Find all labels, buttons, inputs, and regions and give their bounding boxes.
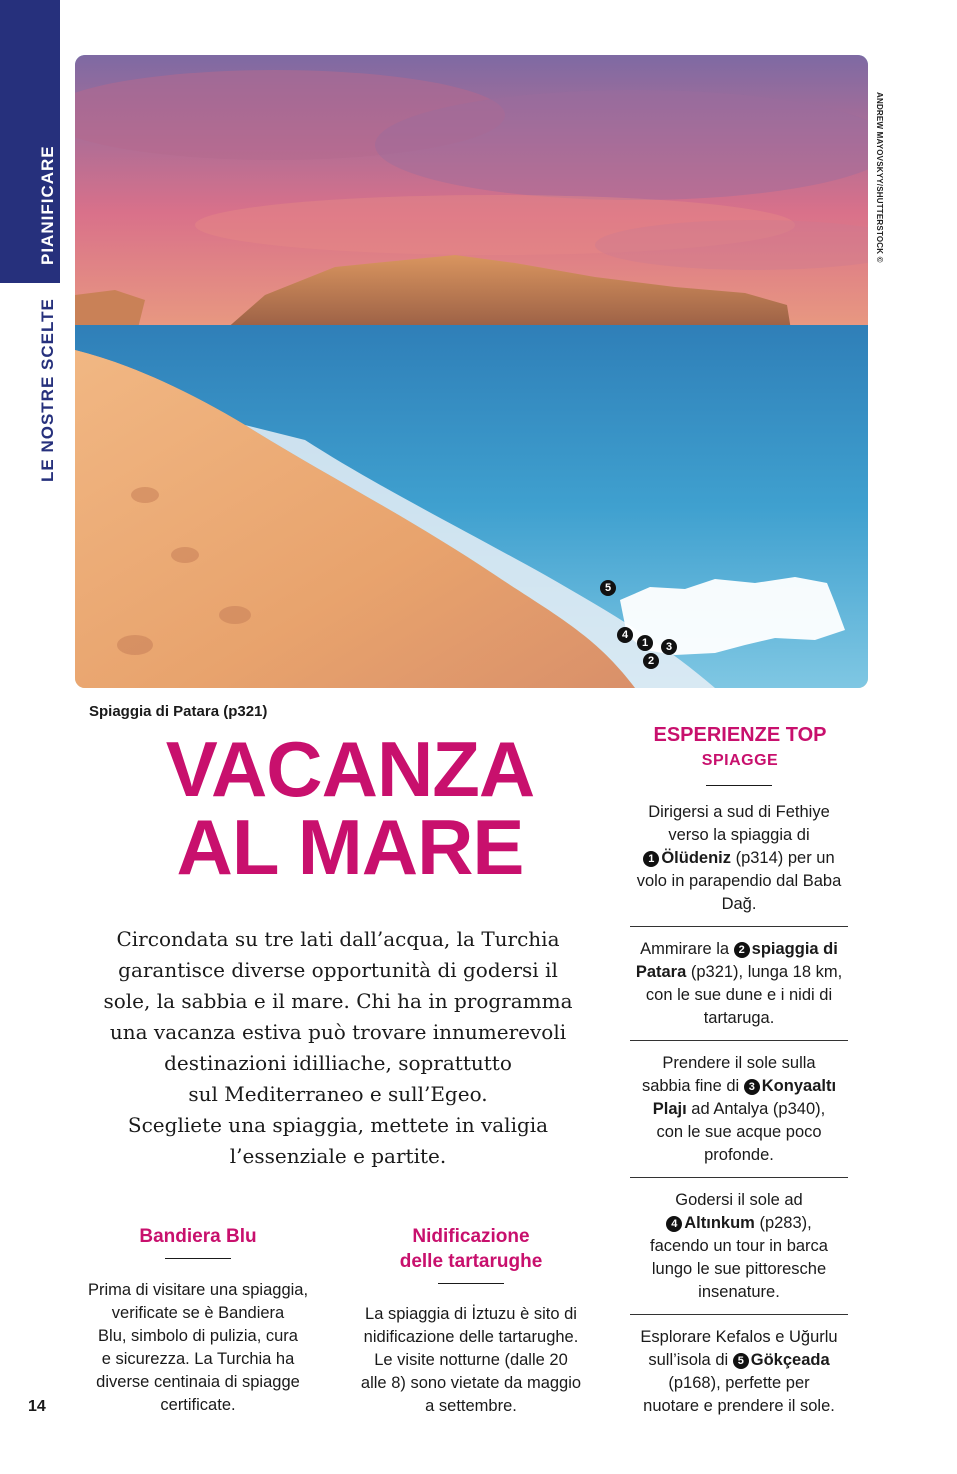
marker-1: 1: [643, 851, 659, 867]
sidebar-subtitle: SPIAGGE: [701, 752, 779, 769]
entry-text: sabbia fine di: [641, 1077, 744, 1095]
experience-entry-5: [630, 1326, 848, 1418]
intro-line: destinazioni idilliache, soprattutto: [164, 1051, 512, 1075]
side-tab-labels: [0, 0, 60, 283]
col2-heading: [360, 1224, 582, 1274]
entry-line: tartaruga.: [703, 1009, 775, 1027]
sidebar-title: ESPERIENZE TOP: [653, 724, 827, 746]
entry-divider: [630, 926, 848, 927]
entry-text: (p314) per un: [731, 849, 835, 867]
title-line-2: AL MARE: [176, 803, 524, 891]
map-marker-2: 2: [643, 653, 659, 669]
entry-line: facendo un tour in barca: [650, 1237, 828, 1255]
marker-2: 2: [734, 942, 750, 958]
col1-line: verificate se è Bandiera: [111, 1304, 285, 1322]
entry-line: (p168), perfette per: [668, 1374, 810, 1392]
intro-line: una vacanza estiva può trovare innumerevoli: [109, 1020, 567, 1044]
sidebar-rule: [706, 785, 772, 786]
entry-line: con le sue acque poco: [656, 1123, 822, 1141]
intro-line: l’essenziale e partite.: [229, 1144, 447, 1168]
entry-line: volo in parapendio dal Baba: [636, 872, 842, 890]
entry-line: Esplorare Kefalos e Uğurlu: [640, 1328, 838, 1346]
col1-line: diverse centinaia di spiagge: [96, 1373, 300, 1391]
experience-entry-4: [630, 1189, 848, 1304]
place-konyaalti-b: Plajı: [652, 1100, 687, 1118]
entry-text: sull’isola di: [648, 1351, 733, 1369]
col1-heading: Bandiera Blu: [139, 1226, 257, 1247]
entry-line: [630, 1098, 848, 1121]
entry-line: Dağ.: [721, 895, 757, 913]
entry-divider: [630, 1177, 848, 1178]
col1-line: e sicurezza. La Turchia ha: [101, 1350, 295, 1368]
entry-line: [630, 1075, 848, 1098]
entry-line: nuotare e prendere il sole.: [643, 1397, 835, 1415]
marker-4: 4: [666, 1216, 682, 1232]
entry-divider: [630, 1040, 848, 1041]
map-marker-3: 3: [661, 639, 677, 655]
experience-entry-1: [630, 801, 848, 916]
col2-heading-line-2: delle tartarughe: [399, 1251, 543, 1272]
place-oludeniz: Ölüdeniz: [661, 849, 731, 867]
entry-line: [630, 938, 848, 961]
intro-paragraph: [78, 924, 598, 1172]
experience-entry-2: [630, 938, 848, 1030]
intro-line: sole, la sabbia e il mare. Chi ha in programma: [103, 989, 573, 1013]
col2-line: alle 8) sono vietate da maggio: [360, 1374, 582, 1392]
col1-text: [68, 1279, 328, 1417]
place-patara-a: spiaggia di: [751, 940, 838, 958]
entry-line: [630, 1349, 848, 1372]
entry-text: Ammirare la: [640, 940, 734, 958]
entry-line: [630, 1212, 848, 1235]
col1-line: Blu, simbolo di pulizia, cura: [98, 1327, 298, 1345]
entry-line: Dirigersi a sud di Fethiye: [648, 803, 830, 821]
photo-caption: Spiaggia di Patara (p321): [89, 703, 268, 720]
marker-5: 5: [733, 1353, 749, 1369]
col1-rule: [165, 1258, 231, 1259]
col2-rule: [438, 1283, 504, 1284]
entry-line: [630, 961, 848, 984]
map-marker-5: 5: [600, 580, 616, 596]
col2-text: [340, 1303, 602, 1418]
entry-line: verso la spiaggia di: [668, 826, 810, 844]
col2-line: nidificazione delle tartarughe.: [363, 1328, 579, 1346]
intro-line: sul Mediterraneo e sull’Egeo.: [188, 1082, 488, 1106]
hero-photo: [75, 55, 868, 688]
entry-line: Godersi il sole ad: [675, 1191, 803, 1209]
experience-entry-3: [630, 1052, 848, 1167]
col2-heading-line-1: Nidificazione: [412, 1226, 530, 1247]
place-altinkum: Altınkum: [684, 1214, 755, 1232]
entry-text: (p283),: [754, 1214, 812, 1232]
entry-text: ad Antalya (p340),: [686, 1100, 826, 1118]
map-marker-1: 1: [637, 635, 653, 651]
photo-credit: ANDREW MAYOVSKYY/SHUTTERSTOCK ©: [875, 92, 884, 263]
section-label: PIANIFICARE: [38, 145, 57, 265]
intro-line: garantisce diverse opportunità di godersi il: [118, 958, 558, 982]
entry-line: [630, 847, 848, 870]
place-patara-b: Patara: [635, 963, 687, 981]
chapter-label: LE NOSTRE SCELTE: [38, 298, 57, 482]
entry-line: insenature.: [698, 1283, 780, 1301]
entry-divider: [630, 1314, 848, 1315]
place-konyaalti-a: Konyaaltı: [761, 1077, 837, 1095]
entry-line: Prendere il sole sulla: [662, 1054, 816, 1072]
sidebar-heading: [630, 721, 850, 773]
entry-text: (p321), lunga 18 km,: [686, 963, 843, 981]
entry-line: lungo le sue pittoresche: [651, 1260, 827, 1278]
place-gokceada: Gökçeada: [750, 1351, 830, 1369]
intro-line: Scegliete una spiaggia, mettete in valigia: [127, 1113, 549, 1137]
col2-line: La spiaggia di İztuzu è sito di: [365, 1305, 577, 1323]
col1-line: certificate.: [160, 1396, 236, 1414]
col2-line: a settembre.: [425, 1397, 517, 1415]
marker-3: 3: [744, 1079, 760, 1095]
intro-line: Circondata su tre lati dall’acqua, la Turchia: [116, 927, 560, 951]
col2-line: Le visite notturne (dalle 20: [374, 1351, 568, 1369]
entry-line: con le sue dune e i nidi di: [645, 986, 833, 1004]
col1-line: Prima di visitare una spiaggia,: [87, 1281, 309, 1299]
page-title: [80, 725, 620, 891]
map-marker-4: 4: [617, 627, 633, 643]
title-line-1: VACANZA: [165, 725, 535, 813]
entry-line: profonde.: [704, 1146, 774, 1164]
page-number: 14: [28, 1398, 46, 1415]
